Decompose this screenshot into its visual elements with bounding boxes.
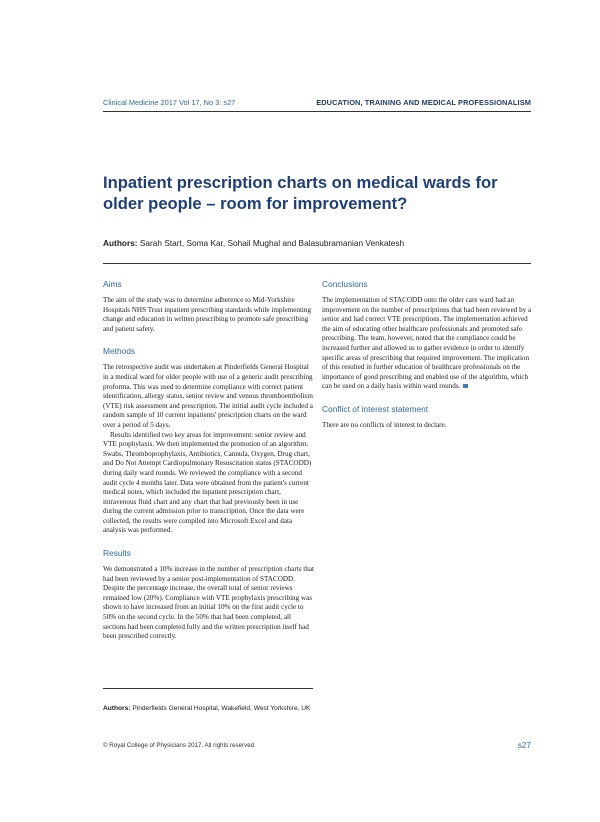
left-column [103,279,315,642]
methods-heading: Methods [103,346,136,357]
results-text: We demonstrated a 10% increase in the number of prescription charts that had been reviewed by a senior post-implementation of STACODD. Despite the percentage increase, the overall total of senior reviews remained low (20%). Compliance with VTE prophylaxis prescribing was shown to have increased from an initial 10% on the first audit cycle to 50% on the second cycle. In the 50% that had been completed, all sections had been completed fully and the written prescription itself had been prescribed correctly. [103,565,314,641]
author-affiliation [103,704,315,713]
conclusions-text [322,296,532,392]
methods-paragraph-1: The retrospective audit was undertaken at Pinderfields General Hospital in a medical ward for older people with use of a generic audit prescribing proforma. This was used to determine compliance with correct patient identification, allergy status, senior review and venous thromboembolism (VTE) risk assessment and prescription. The initial audit cycle included a random sample of 10 current inpatients' prescription charts on the ward over a period of 5 days. [103,363,313,429]
conflict-heading: Conflict of interest statement [322,403,429,414]
header-divider [103,111,531,112]
title-divider [103,263,531,264]
aims-text: The aim of the study was to determine adherence to Mid-Yorkshire Hospitals NHS Trust inpatient prescribing standards while implementing change and education in written prescribing to promote safe prescribing and patient safety. [103,296,312,333]
conclusions-heading: Conclusions [322,279,368,289]
right-column [322,279,532,431]
methods-paragraph-2: Results identified two key areas for improvement: senior review and VTE prophylaxis. We then implemented the promotion of an algorithm: Swabs, Thromboprophylaxis, Antibiotics, Cannula, Oxygen, Drug chart, and Do Not Attempt Cardiopulmonary Resuscitation status (STACODD) during daily ward rounds. We reviewed the compliance with a second audit cycle 4 months later. Data were obtained from the patient's current medical notes, which included the inpatient prescription chart, intravenous fluid chart and any chart that had previously been in use during the current admission prior to transcription. Once the data were collected, the results were compiled into Microsoft Excel and data analysis was performed. [103,430,312,535]
page-number: s27 [517,740,531,750]
end-of-article-square-icon [463,384,468,389]
affiliation-text: Pinderfields General Hospital, Wakefield, West Yorkshire, UK [132,705,311,712]
copyright-notice: © Royal College of Physicians 2017. All rights reserved. [103,742,256,749]
aims-heading: Aims [103,279,122,289]
results-heading: Results [103,548,131,559]
conclusions-body: The implementation of STACODD onto the older care ward had an improvement on the number of prescriptions that had been reviewed by a senior and had correct VTE prescriptions. The implementation achieved the aim of educating other healthcare professionals and promoted safe prescribing. The team, however, noted that the compliance could be increased further and allowed us to gather evidence in order to identify specific areas of prescribing that required improvement. The implication of this resulted in further education of healthcare professionals on the importance of good prescribing and enabled use of the algorithm, which can be used on a daily basis within ward rounds. [322,296,532,391]
author-line [103,238,533,248]
conflict-text: There are no conflicts of interest to declare. [322,420,447,429]
author-names: Sarah Start, Soma Kar, Sohail Mughal and Balasubramanian Venkatesh [139,238,405,248]
authors-label: Authors: [103,238,138,248]
affiliation-label: Authors: [103,705,131,712]
footnote-divider [103,688,313,689]
section-label: EDUCATION, TRAINING AND MEDICAL PROFESSIONALISM [316,98,531,107]
article-title: Inpatient prescription charts on medical wards for older people – room for improvement? [103,173,498,213]
journal-citation: Clinical Medicine 2017 Vol 17, No 3: s27 [103,98,236,107]
